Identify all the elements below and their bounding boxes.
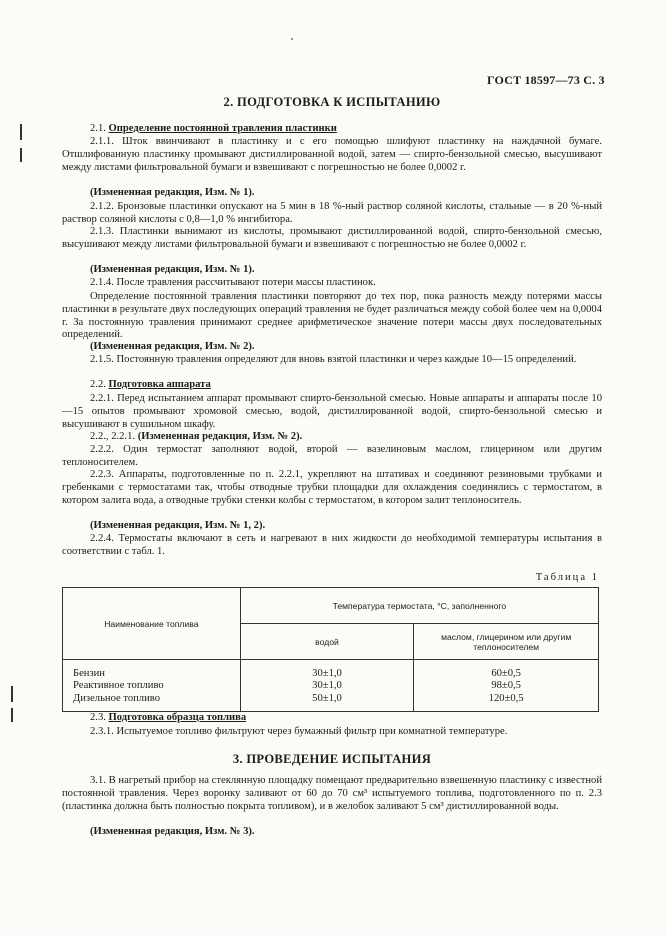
margin-mark-bottom-2: [11, 708, 13, 722]
table-cell: 50±1,0: [312, 692, 342, 704]
amendment-note: (Измененная редакция, Изм. № 1).: [90, 264, 255, 275]
section-3-title: 3. ПРОВЕДЕНИЕ ИСПЫТАНИЯ: [232, 752, 432, 766]
clause-number: 2.2., 2.2.1.: [90, 431, 136, 442]
clause-number: 2.3.: [90, 712, 106, 723]
col-header-water: водой: [240, 624, 414, 660]
clause-number: 2.2.: [90, 379, 106, 390]
table-body: [63, 660, 599, 712]
clause-title: Определение постоянной травления пластинки: [108, 123, 337, 134]
amendment-note: (Измененная редакция, Изм. № 3).: [90, 826, 255, 837]
clause-2-2-4: 2.2.4. Термостаты включают в сеть и нагревают в них жидкости до необходимой температуры испытания в соответствии с табл. 1.: [62, 533, 602, 557]
col-header-temperature: Температура термостата, °С, заполненного: [240, 588, 598, 624]
table-caption: Таблица 1: [535, 572, 599, 583]
clause-2-1-5: 2.1.5. Постоянную травления определяют для вновь взятой пластинки и через каждые 10—15 определений.: [90, 354, 577, 365]
clause-3-1: 3.1. В нагретый прибор на стеклянную площадку помещают предварительно взвешенную пластинку с известной постоянной травления. Через воронку заливают от 60 до 70 см³ испытуемого топлива, подготовленного по п. 2.3 (пластинка должна быть полностью покрыта топливом), и в желобок заливают 5 см³ дистиллированной воды.: [62, 775, 602, 812]
margin-mark-bottom-1: [11, 686, 13, 702]
clause-2-2-2: 2.2.2. Один термостат заполняют водой, второй — вазелиновым маслом, глицерином или другим теплоносителем.: [62, 444, 602, 468]
clause-2-2-1: 2.2.1. Перед испытанием аппарат промывают спирто-бензольной смесью. Новые аппараты и аппараты после 10—15 опытов промывают хромовой смесью, водой, дистиллированной водой, спирто-бензольной смесью и высушивают в сушильном шкафу.: [62, 393, 602, 430]
oil-temps: [414, 660, 599, 712]
table-cell: 120±0,5: [488, 692, 524, 704]
table-cell: Дизельное топливо: [73, 692, 160, 704]
table-1: [62, 587, 599, 712]
clause-2-1-2: 2.1.2. Бронзовые пластинки опускают на 5 мин в 18 %-ный раствор соляной кислоты, стальные — в 20 %-ный раствор соляной кислоты с 0,8—1,0 % ингибитора.: [62, 201, 602, 225]
col-header-oil: маслом, глицерином или другим теплоносителем: [414, 624, 599, 660]
amendment-2-2: [62, 431, 602, 444]
col-header-fuel-name: Наименование топлива: [63, 588, 241, 660]
fuel-names: [63, 660, 241, 712]
clause-2-3-1: 2.3.1. Испытуемое топливо фильтруют через бумажный фильтр при комнатной температуре.: [90, 726, 508, 737]
amendment-note: (Измененная редакция, Изм. № 2).: [137, 431, 303, 442]
table-cell: 60±0,5: [491, 668, 521, 679]
clause-2-2-3: 2.2.3. Аппараты, подготовленные по п. 2.2.1, укрепляют на штативах и соединяют резиновыми трубками и гребенками с термостатами так, чтобы отводные трубки площадки для охлаждения соединялись с термостатом, в котором залита вода, а отводные трубки стенки колбы с термостатом, в котором залит теплоноситель.: [62, 469, 602, 506]
amendment-note: (Измененная редакция, Изм. № 1, 2).: [90, 520, 266, 531]
amendment-note: (Измененная редакция, Изм. № 1).: [90, 187, 255, 198]
clause-2-3-heading: [62, 712, 602, 725]
clause-title: Подготовка аппарата: [108, 379, 211, 390]
margin-mark-top-1: [20, 124, 22, 140]
clause-2-1-4-text: Определение постоянной травления пластинки повторяют до тех пор, пока разность между потерями массы пластинки в результате двух последующих операций травления не будет различаться между собой более чем на 0,0004 г. За постоянную травления принимают среднее арифметическое значение потери массы двух последовательных определений.: [62, 291, 602, 341]
table-cell: Реактивное топливо: [73, 680, 164, 692]
water-temps: [240, 660, 414, 712]
table-cell: 30±1,0: [312, 668, 342, 679]
clause-2-1-1: 2.1.1. Шток ввинчивают в пластинку и с его помощью шлифуют пластинку на наждачной бумаге. Отшлифованную пластинку промывают дистиллированной водой, затем — спирто-бензольной смесью, высушивают между листами фильтровальной бумаги и взвешивают с погрешностью не более 0,0002 г.: [62, 136, 602, 173]
section-2-title: 2. ПОДГОТОВКА К ИСПЫТАНИЮ: [223, 95, 441, 109]
scan-speck: [291, 38, 293, 40]
margin-mark-top-2: [20, 148, 22, 162]
clause-2-1-heading: [62, 123, 602, 136]
table-cell: Бензин: [73, 668, 105, 679]
clause-title: Подготовка образца топлива: [108, 712, 247, 723]
clause-number: 2.1.: [90, 123, 106, 134]
table-cell: 98±0,5: [491, 680, 521, 692]
table-cell: 30±1,0: [312, 680, 342, 692]
clause-2-2-heading: [62, 379, 602, 392]
amendment-note: (Измененная редакция, Изм. № 2).: [90, 341, 255, 352]
clause-2-1-3: 2.1.3. Пластинки вынимают из кислоты, промывают дистиллированной водой, спирто-бензольной смесью, высушивают между листами фильтровальной бумаги и взвешивают с погрешностью не более 0,0002 г.: [62, 226, 602, 250]
clause-2-1-4: 2.1.4. После травления рассчитывают потери массы пластинок.: [90, 277, 376, 288]
page-header: ГОСТ 18597—73 С. 3: [487, 73, 605, 87]
